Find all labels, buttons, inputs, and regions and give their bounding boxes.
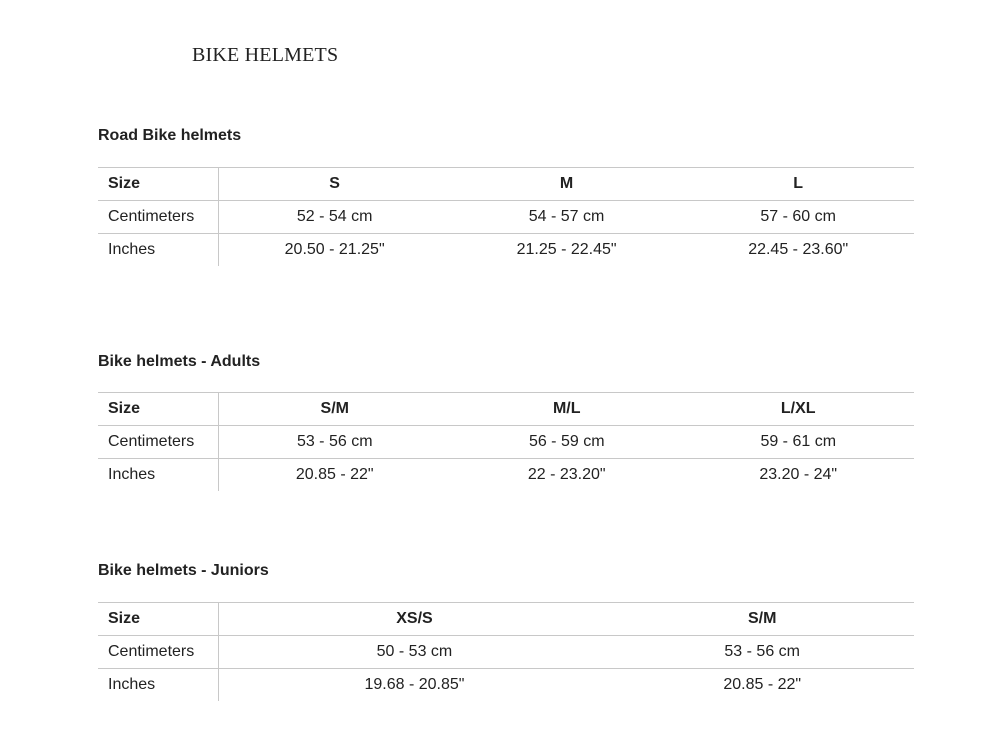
section-title-juniors: Bike helmets - Juniors (98, 562, 269, 579)
size-column-header: M (451, 168, 683, 201)
size-table-juniors (98, 602, 914, 701)
table-header-row (98, 168, 914, 201)
table-cell: 23.20 - 24" (682, 459, 914, 492)
page-title: BIKE HELMETS (192, 44, 339, 66)
table-cell: 21.25 - 22.45" (451, 234, 683, 267)
table-cell: 22 - 23.20" (451, 459, 683, 492)
row-label-inches: Inches (98, 234, 218, 267)
table-header-row (98, 393, 914, 426)
size-table-adults (98, 392, 914, 491)
table-row (98, 201, 914, 234)
table-cell: 20.50 - 21.25" (218, 234, 451, 267)
size-header-label: Size (98, 168, 218, 201)
section-title-adults: Bike helmets - Adults (98, 353, 261, 370)
row-label-centimeters: Centimeters (98, 201, 218, 234)
table-cell: 50 - 53 cm (218, 636, 610, 669)
table-cell: 52 - 54 cm (218, 201, 451, 234)
size-column-header: M/L (451, 393, 683, 426)
table-row (98, 426, 914, 459)
table-cell: 54 - 57 cm (451, 201, 683, 234)
table-row (98, 669, 914, 702)
table-cell: 22.45 - 23.60" (682, 234, 914, 267)
row-label-inches: Inches (98, 669, 218, 702)
size-header-label: Size (98, 603, 218, 636)
table-cell: 53 - 56 cm (218, 426, 451, 459)
table-cell: 59 - 61 cm (682, 426, 914, 459)
table-header-row (98, 603, 914, 636)
size-table-road (98, 167, 914, 266)
table-cell: 57 - 60 cm (682, 201, 914, 234)
table-row (98, 459, 914, 492)
size-column-header: S/M (610, 603, 914, 636)
table-cell: 53 - 56 cm (610, 636, 914, 669)
size-column-header: L (682, 168, 914, 201)
table-cell: 19.68 - 20.85" (218, 669, 610, 702)
table-cell: 56 - 59 cm (451, 426, 683, 459)
size-column-header: S/M (218, 393, 451, 426)
table-row (98, 234, 914, 267)
size-column-header: L/XL (682, 393, 914, 426)
table-row (98, 636, 914, 669)
size-column-header: S (218, 168, 451, 201)
size-column-header: XS/S (218, 603, 610, 636)
row-label-centimeters: Centimeters (98, 426, 218, 459)
row-label-inches: Inches (98, 459, 218, 492)
size-header-label: Size (98, 393, 218, 426)
table-cell: 20.85 - 22" (218, 459, 451, 492)
row-label-centimeters: Centimeters (98, 636, 218, 669)
table-cell: 20.85 - 22" (610, 669, 914, 702)
section-title-road: Road Bike helmets (98, 127, 242, 144)
